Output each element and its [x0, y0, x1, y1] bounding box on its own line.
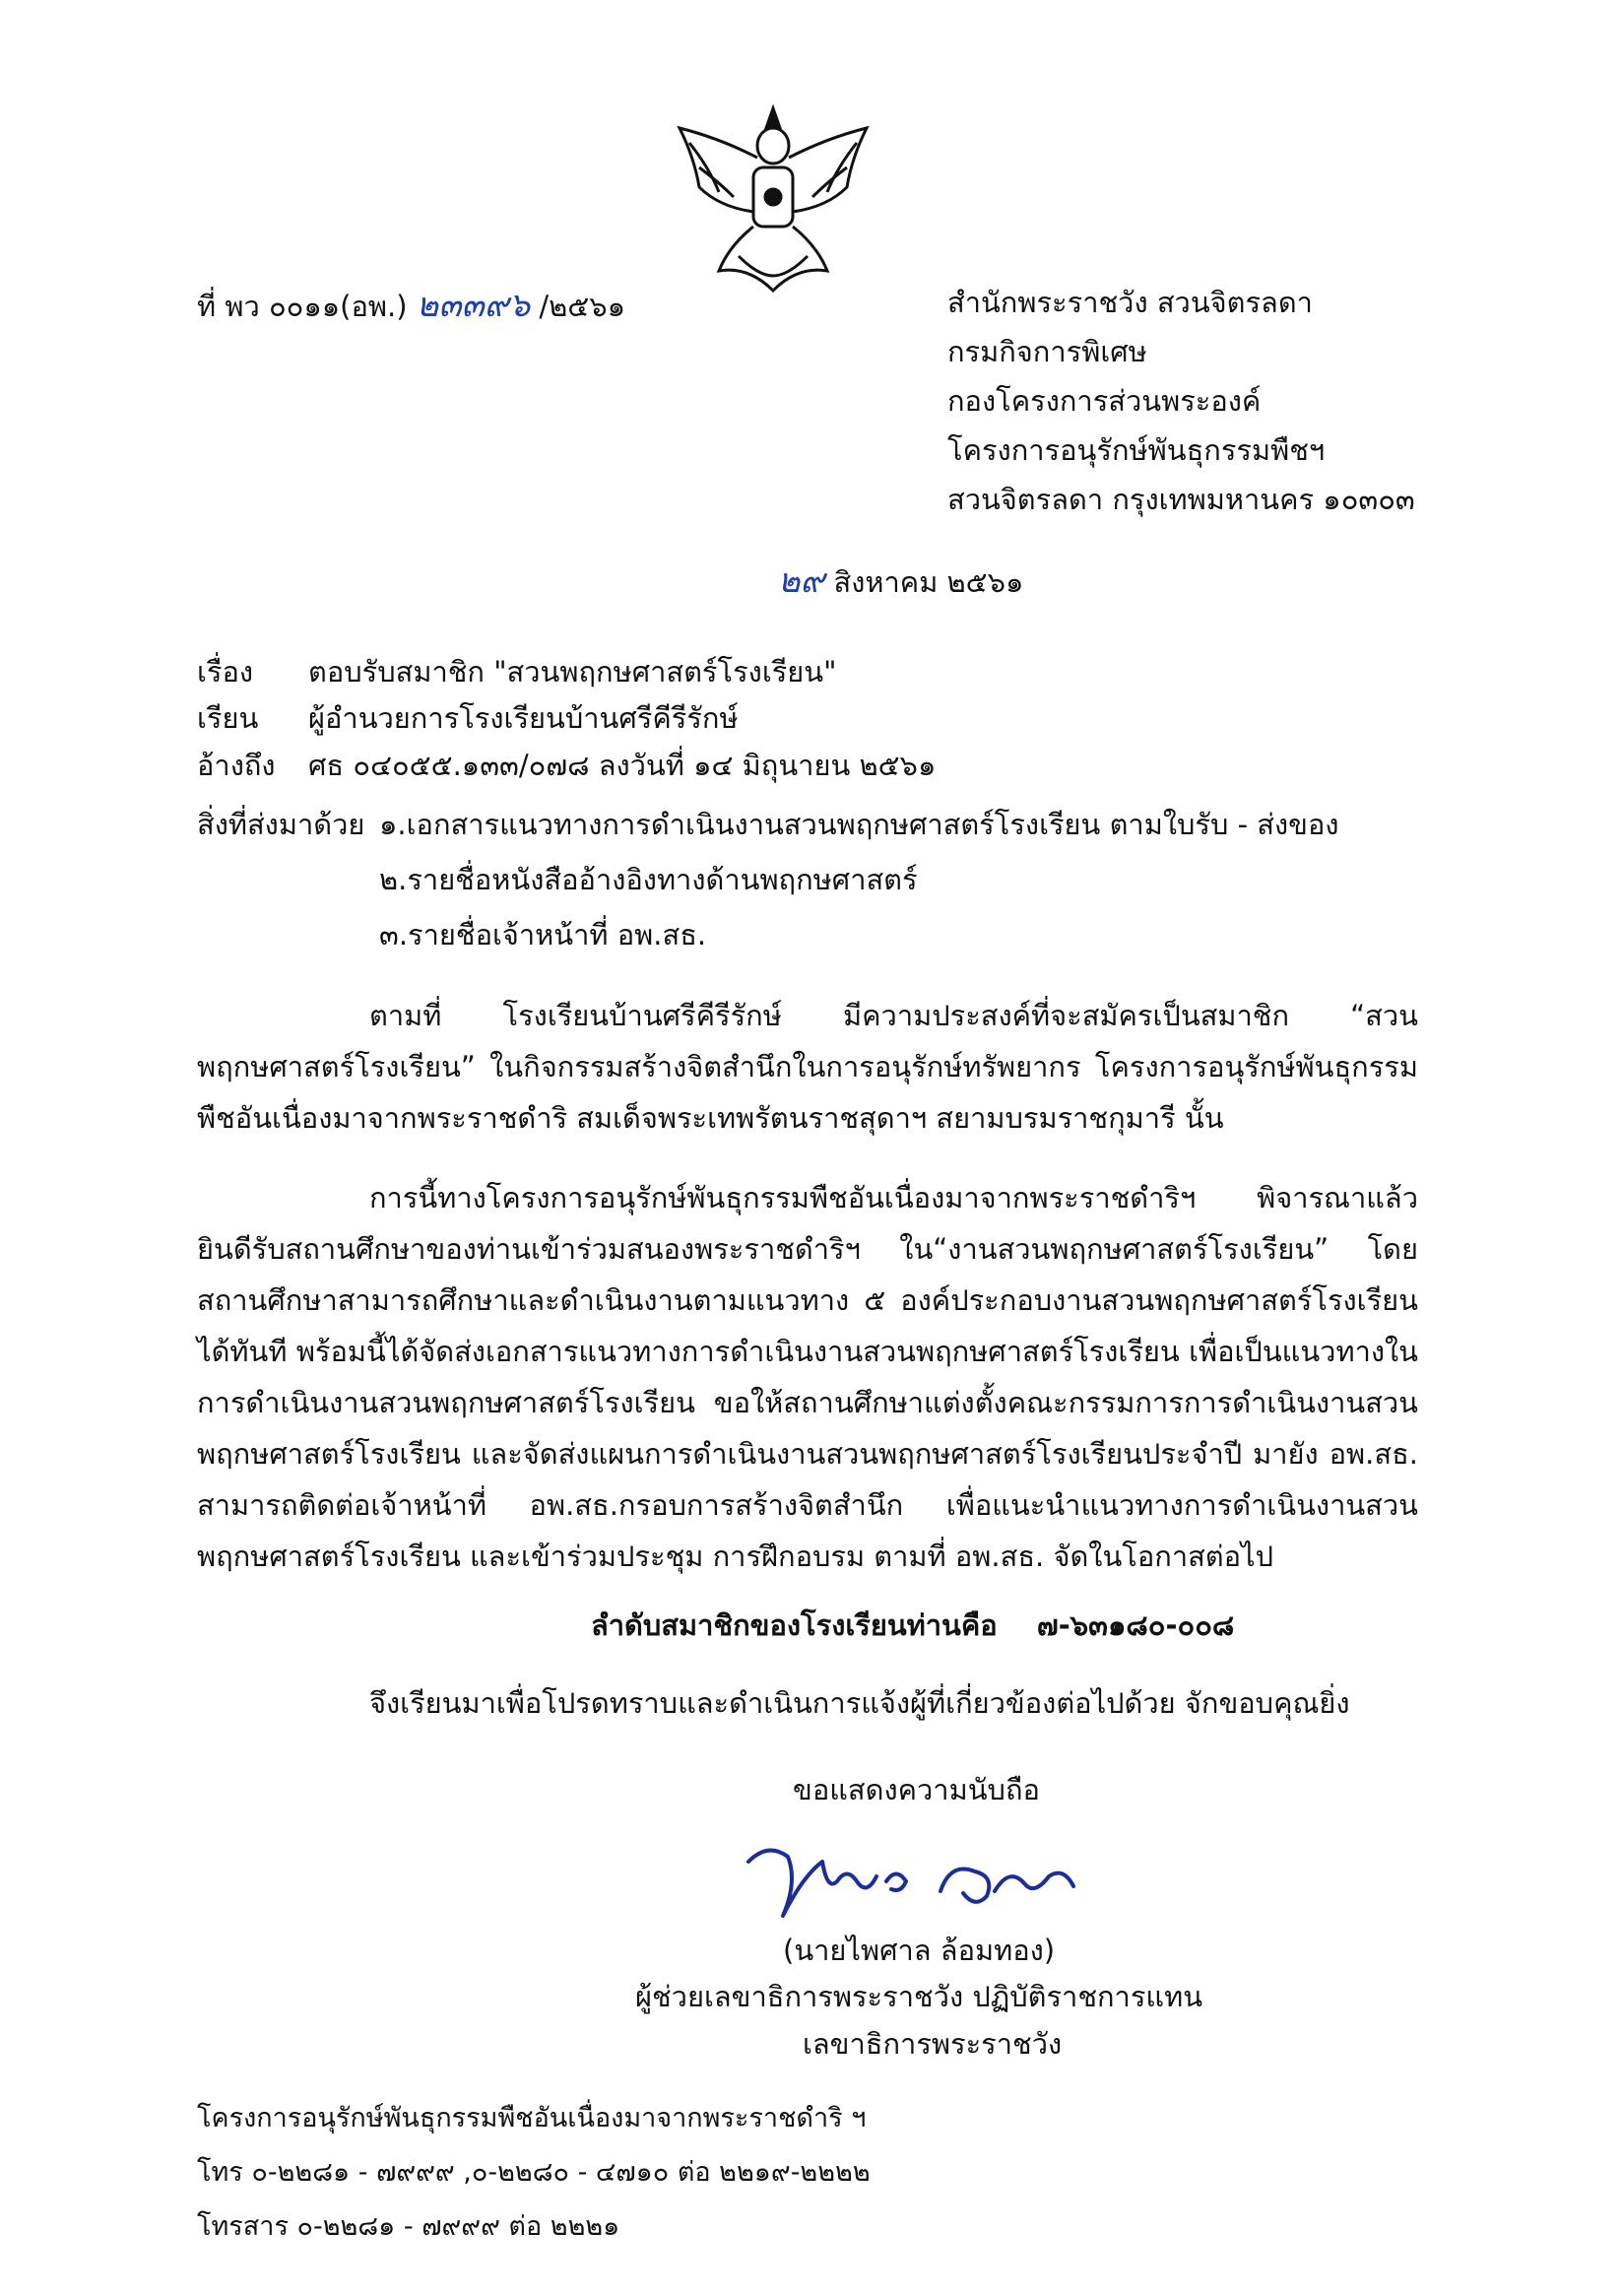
org-line: สวนจิตรลดา กรุงเทพมหานคร ๑๐๓๐๓	[947, 483, 1415, 516]
date-handwritten: ๒๙	[778, 561, 825, 601]
org-line: กรมกิจการพิเศษ	[947, 335, 1147, 368]
enclosure-item: ๒.รายชื่อหนังสืออ้างอิงทางด้านพฤกษศาสตร์	[379, 863, 918, 896]
closing-sentence: จึงเรียนมาเพื่อโปรดทราบและดำเนินการแจ้งผู้ที่เกี่ยวข้องต่อไปด้วย จักขอบคุณยิ่ง	[369, 1686, 1350, 1720]
subject-text: ตอบรับสมาชิก "สวนพฤกษศาสตร์โรงเรียน"	[308, 655, 837, 689]
subject-label: เรื่อง	[197, 655, 254, 689]
paragraph-2-text: การนี้ทางโครงการอนุรักษ์พันธุกรรมพืชอันเนื่องมาจากพระราชดำริฯ พิจารณาแล้ว ยินดีรับสถานศึกษาของท่านเข้าร่วมสนองพระราชดำริฯ ใน“งานสวนพฤกษศาสตร์โรงเรียน” โดยสถานศึกษาสามารถศึกษาและดำเนินงานตามแนวทาง ๕ องค์ประกอบงานสวนพฤกษศาสตร์โรงเรียนได้ทันที พร้อมนี้ได้จัดส่งเอกสารแนวทางการดำเนินงานสวนพฤกษศาสตร์โรงเรียน เพื่อเป็นแนวทางในการดำเนินงานสวนพฤกษศาสตร์โรงเรียน ขอให้สถานศึกษาแต่งตั้งคณะกรรมการการดำเนินงานสวนพฤกษศาสตร์โรงเรียน และจัดส่งแผนการดำเนินงานสวนพฤกษศาสตร์โรงเรียนประจำปี มายัง อพ.สธ. สามารถติดต่อเจ้าหน้าที่ อพ.สธ.กรอบการสร้างจิตสำนึก เพื่อแนะนำแนวทางการดำเนินงานสวนพฤกษศาสตร์โรงเรียน และเข้าร่วมประชุม การฝึกอบรม ตามที่ อพ.สธ. จัดในโอกาสต่อไป	[197, 1181, 1418, 1573]
member-number-line	[591, 1608, 1234, 1643]
org-line: กองโครงการส่วนพระองค์	[947, 384, 1262, 418]
paragraph-1-text: ตามที่ โรงเรียนบ้านศรีคีรีรักษ์ มีความประสงค์ที่จะสมัครเป็นสมาชิก “สวนพฤกษศาสตร์โรงเรียน” ในกิจกรรมสร้างจิตสำนึกในการอนุรักษ์ทรัพยากร โครงการอนุรักษ์พันธุกรรมพืชอันเนื่องมาจากพระราชดำริ สมเด็จพระเทพรัตนราชสุดาฯ สยามบรมราชกุมารี นั้น	[197, 999, 1418, 1135]
reference-number	[197, 286, 625, 326]
reference-handwritten: ๒๓๓๙๖	[416, 286, 531, 325]
enclosure-item: ๓.รายชื่อเจ้าหน้าที่ อพ.สธ.	[379, 918, 707, 951]
regards: ขอแสดงความนับถือ	[793, 1773, 1040, 1806]
signer-name: (นายไพศาล ล้อมทอง)	[783, 1934, 1056, 1967]
org-line: โครงการอนุรักษ์พันธุกรรมพืชฯ	[947, 433, 1326, 467]
reference-label: อ้างถึง	[197, 749, 276, 782]
handwritten-signature	[729, 1822, 1103, 1931]
footer-fax: โทรสาร ๐-๒๒๘๑ - ๗๙๙๙ ต่อ ๒๒๒๑	[197, 2211, 620, 2242]
date-text: สิงหาคม ๒๕๖๑	[833, 565, 1024, 599]
to-label: เรียน	[197, 701, 259, 735]
body-paragraph-1	[197, 990, 1418, 1144]
enclosure-label: สิ่งที่ส่งมาด้วย	[197, 808, 365, 841]
footer-project: โครงการอนุรักษ์พันธุกรรมพืชอันเนื่องมาจากพระราชดำริ ฯ	[197, 2103, 867, 2133]
member-label: ลำดับสมาชิกของโรงเรียนท่านคือ	[591, 1608, 998, 1642]
letter-date	[778, 561, 1023, 602]
footer-phone: โทร ๐-๒๒๘๑ - ๗๙๙๙ ,๐-๒๒๘๐ - ๔๗๑๐ ต่อ ๒๒๑๙-๒๒๒๒	[197, 2157, 871, 2188]
signer-title-1: ผู้ช่วยเลขาธิการพระราชวัง ปฏิบัติราชการแทน	[635, 1980, 1203, 2013]
to-text: ผู้อำนวยการโรงเรียนบ้านศรีคีรีรักษ์	[308, 701, 739, 735]
body-paragraph-2	[197, 1172, 1418, 1582]
reference-text: ศธ ๐๔๐๕๕.๑๓๓/๐๗๘ ลงวันที่ ๑๔ มิถุนายน ๒๕๖๑	[308, 749, 937, 782]
member-number: ๗-๖๓๑๘๐-๐๐๘	[1036, 1608, 1235, 1642]
reference-suffix: /๒๕๖๑	[539, 290, 626, 323]
reference-prefix: ที่ พว ๐๐๑๑(อพ.)	[197, 290, 408, 323]
garuda-emblem-icon	[660, 98, 886, 305]
signer-title-2: เลขาธิการพระราชวัง	[803, 2027, 1063, 2061]
enclosure-item: ๑.เอกสารแนวทางการดำเนินงานสวนพฤกษศาสตร์โรงเรียน ตามใบรับ - ส่งของ	[379, 808, 1339, 841]
org-line: สำนักพระราชวัง สวนจิตรลดา	[947, 286, 1313, 319]
